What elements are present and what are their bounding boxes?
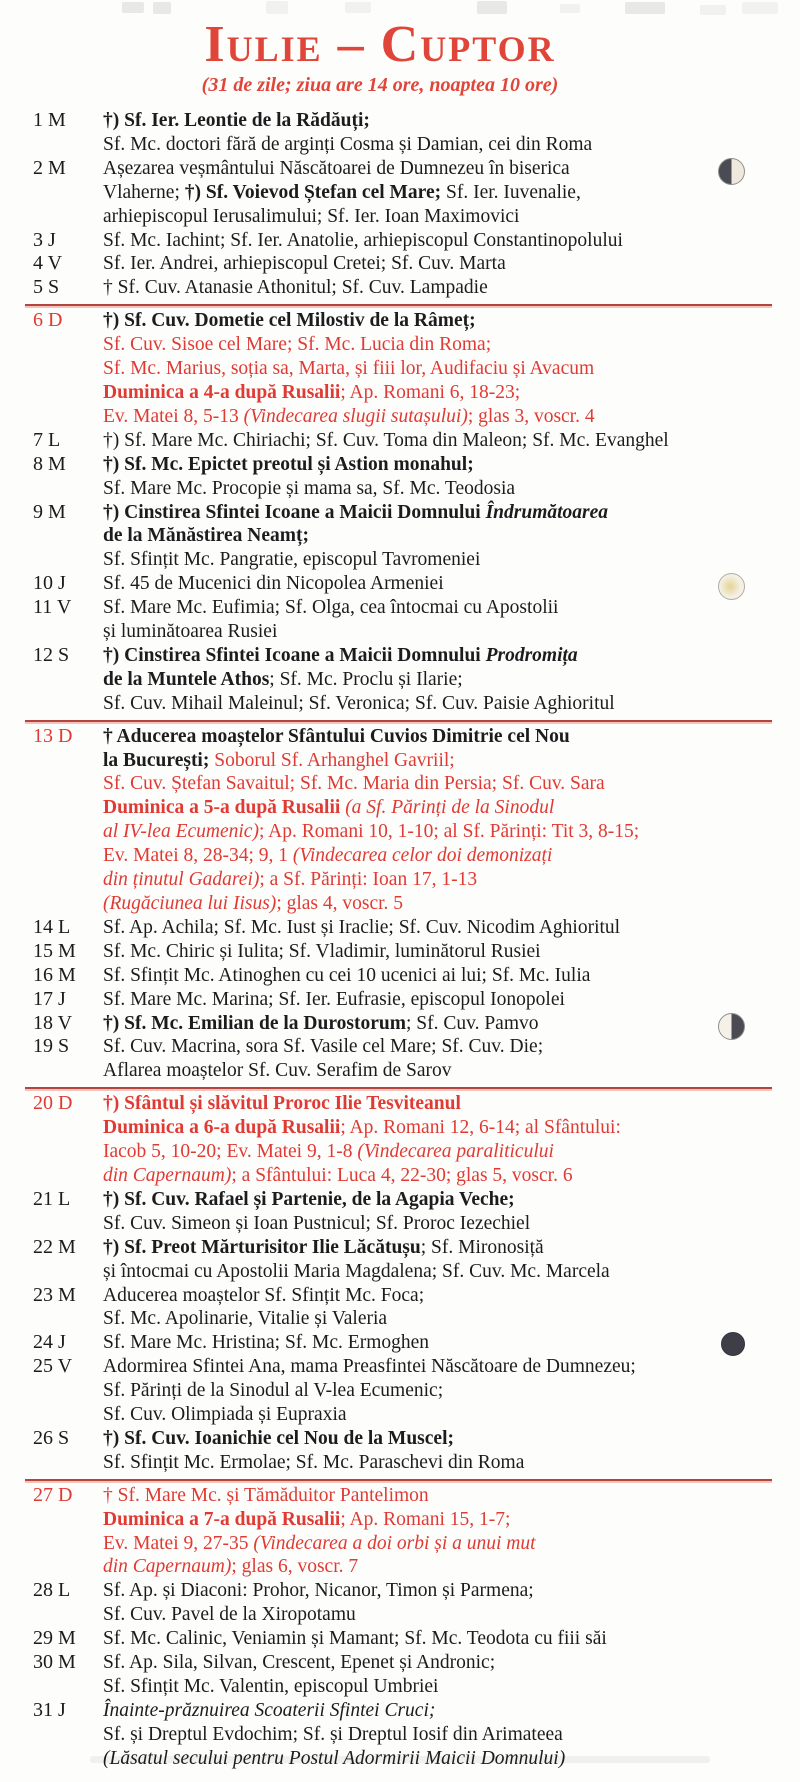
calendar-entry-day-18 bbox=[0, 1012, 800, 1036]
text-segment: †) Sf. Preot Mărturisitor Ilie Lăcătușu bbox=[103, 1236, 421, 1258]
text-segment: Adormirea Sfintei Ana, mama Preasfintei Născătoare de Dumnezeu; bbox=[103, 1356, 636, 1378]
entry-line bbox=[103, 572, 800, 596]
day-label: 28 L bbox=[33, 1579, 71, 1602]
sunday-separator bbox=[25, 720, 772, 722]
text-segment: Sf. Sfințit Mc. Atinoghen cu cei 10 ucenici ai lui; Sf. Mc. Iulia bbox=[103, 964, 591, 986]
calendar-entry-day-29 bbox=[0, 1627, 800, 1651]
entry-line bbox=[103, 1355, 800, 1379]
text-segment: (Vindecarea slugii sutașului) bbox=[243, 405, 468, 427]
entry-line bbox=[103, 309, 800, 333]
day-label: 25 V bbox=[33, 1355, 73, 1378]
text-segment: Sf. Mc. Iachint; Sf. Ier. Anatolie, arhiepiscopul Constantinopolului bbox=[103, 229, 623, 251]
entry-text bbox=[103, 1699, 800, 1771]
calendar-entry-day-28 bbox=[0, 1579, 800, 1627]
entry-line bbox=[103, 692, 800, 716]
text-segment: ; a Sfântului: Luca 4, 22-30; glas 5, voscr. 6 bbox=[231, 1164, 573, 1186]
entry-line bbox=[103, 453, 800, 477]
text-segment: Soborul Sf. Arhanghel Gavriil; bbox=[214, 749, 455, 771]
entry-text bbox=[103, 1035, 800, 1083]
entry-text bbox=[103, 109, 800, 157]
entry-line bbox=[103, 844, 800, 868]
text-segment: Înainte-prăznuirea Scoaterii Sfintei Cruci; bbox=[103, 1699, 436, 1721]
calendar-entry-day-30 bbox=[0, 1651, 800, 1699]
calendar-entry-day-9 bbox=[0, 501, 800, 573]
entry-text bbox=[103, 596, 800, 644]
entry-line bbox=[103, 1035, 800, 1059]
calendar-entry-day-20 bbox=[0, 1092, 800, 1188]
text-segment: †) Sfântul și slăvitul Proroc Ilie Tesviteanul bbox=[103, 1093, 461, 1115]
entry-line bbox=[103, 1627, 800, 1651]
text-segment: Sf. Ap. și Diaconi: Prohor, Nicanor, Timon și Parmena; bbox=[103, 1580, 534, 1602]
entry-line bbox=[103, 405, 800, 429]
calendar-entry-day-6 bbox=[0, 309, 800, 429]
entry-line bbox=[103, 1675, 800, 1699]
entry-line bbox=[103, 1092, 800, 1116]
text-segment: (Lăsatul secului pentru Postul Adormirii Maicii Domnului) bbox=[103, 1747, 566, 1769]
text-segment: ; Sf. Cuv. Pamvo bbox=[405, 1012, 539, 1034]
text-segment: Sf. Cuv. Mihail Maleinul; Sf. Veronica; Sf. Cuv. Paisie Aghioritul bbox=[103, 692, 615, 714]
sunday-separator bbox=[25, 1087, 772, 1089]
entry-line bbox=[103, 620, 800, 644]
text-segment: și luminătoarea Rusiei bbox=[103, 621, 278, 643]
first-quarter-moon-icon bbox=[718, 158, 745, 185]
text-segment: † Sf. Cuv. Atanasie Athonitul; Sf. Cuv. Lampadie bbox=[103, 277, 488, 299]
text-segment: Duminica a 5-a după Rusalii bbox=[103, 797, 346, 819]
calendar-entry-day-23 bbox=[0, 1284, 800, 1332]
text-segment: † Sf. Mare Mc. și Tămăduitor Pantelimon bbox=[103, 1484, 429, 1506]
text-segment: Prodromița bbox=[485, 644, 578, 666]
text-segment: †) Sf. Ier. Leontie de la Rădăuți; bbox=[103, 110, 370, 131]
day-label: 27 D bbox=[33, 1483, 73, 1506]
calendar-entry-day-4 bbox=[0, 252, 800, 276]
entry-line bbox=[103, 1723, 800, 1747]
day-label: 30 M bbox=[33, 1651, 76, 1674]
entry-line bbox=[103, 524, 800, 548]
calendar-entry-day-5 bbox=[0, 276, 800, 300]
entry-line bbox=[103, 501, 800, 525]
entry-line bbox=[103, 1579, 800, 1603]
entry-line bbox=[103, 1427, 800, 1451]
entry-line bbox=[103, 181, 800, 205]
entry-text bbox=[103, 1427, 800, 1475]
entry-line bbox=[103, 1379, 800, 1403]
entry-text bbox=[103, 309, 800, 429]
entry-line bbox=[103, 1212, 800, 1236]
text-segment: Sf. Mare Mc. Procopie și mama sa, Sf. Mc. Teodosia bbox=[103, 477, 516, 499]
entry-text bbox=[103, 1236, 800, 1284]
entry-line bbox=[103, 1451, 800, 1475]
text-segment: Sf. și Dreptul Evdochim; Sf. și Dreptul Iosif din Arimateea bbox=[103, 1723, 563, 1745]
entry-line bbox=[103, 988, 800, 1012]
day-label: 17 J bbox=[33, 987, 66, 1010]
text-segment: la București; bbox=[103, 749, 215, 771]
entry-text bbox=[103, 916, 800, 940]
calendar-entry-day-1 bbox=[0, 109, 800, 157]
text-segment: Sf. Mare Mc. Hristina; Sf. Mc. Ermoghen bbox=[103, 1332, 430, 1354]
day-label: 1 M bbox=[33, 109, 66, 131]
text-segment: Sf. Sfințit Mc. Pangratie, episcopul Tavromeniei bbox=[103, 549, 481, 571]
text-segment: Sf. Cuv. Olimpiada și Eupraxia bbox=[103, 1404, 347, 1426]
entry-line bbox=[103, 1603, 800, 1627]
entry-text bbox=[103, 725, 800, 916]
entry-line bbox=[103, 1307, 800, 1331]
text-segment: †) Sf. Mare Mc. Chiriachi; Sf. Cuv. Toma din Maleon; Sf. Mc. Evanghel bbox=[103, 429, 669, 451]
calendar-entry-day-21 bbox=[0, 1188, 800, 1236]
day-label: 20 D bbox=[33, 1092, 73, 1115]
day-label: 14 L bbox=[33, 915, 71, 938]
text-segment: de la Muntele Athos bbox=[103, 668, 270, 690]
text-segment: Aducerea moaștelor Sf. Sfințit Mc. Foca; bbox=[103, 1284, 425, 1306]
day-label: 26 S bbox=[33, 1426, 70, 1449]
text-segment: Sf. Cuv. Macrina, sora Sf. Vasile cel Mare; Sf. Cuv. Die; bbox=[103, 1036, 544, 1058]
text-segment: Sf. Mare Mc. Eufimia; Sf. Olga, cea întocmai cu Apostolii bbox=[103, 597, 559, 619]
day-label: 5 S bbox=[33, 276, 60, 299]
sunday-separator bbox=[25, 304, 772, 306]
text-segment: ; Sf. Mironosiță bbox=[420, 1236, 544, 1258]
calendar-entry-day-16 bbox=[0, 964, 800, 988]
day-label: 8 M bbox=[33, 452, 66, 475]
text-segment: (a Sf. Părinți de la Sinodul bbox=[345, 797, 555, 819]
entry-line bbox=[103, 157, 800, 181]
entry-text bbox=[103, 988, 800, 1012]
entry-text bbox=[103, 453, 800, 501]
day-label: 9 M bbox=[33, 500, 66, 523]
text-segment: Sf. Mc. Chiric și Iulita; Sf. Vladimir, luminătorul Rusiei bbox=[103, 940, 541, 962]
entry-line bbox=[103, 333, 800, 357]
entry-line bbox=[103, 429, 800, 453]
entry-line bbox=[103, 668, 800, 692]
day-label: 23 M bbox=[33, 1283, 76, 1306]
entry-text bbox=[103, 1092, 800, 1188]
text-segment: Sf. Cuv. Pavel de la Xiropotamu bbox=[103, 1604, 356, 1626]
text-segment: ; Ap. Romani 6, 18-23; bbox=[340, 381, 521, 403]
entry-text bbox=[103, 429, 800, 453]
calendar-entries bbox=[0, 109, 800, 1771]
entry-line bbox=[103, 381, 800, 405]
day-label: 19 S bbox=[33, 1035, 70, 1058]
entry-text bbox=[103, 1579, 800, 1627]
entry-line bbox=[103, 1260, 800, 1284]
text-segment: Vlaherne; bbox=[103, 181, 185, 203]
entry-line bbox=[103, 796, 800, 820]
entry-text bbox=[103, 1627, 800, 1651]
entry-text bbox=[103, 572, 800, 596]
calendar-entry-day-26 bbox=[0, 1427, 800, 1475]
text-segment: din ținutul Gadarei) bbox=[103, 869, 260, 891]
text-segment: Duminica a 4-a după Rusalii bbox=[103, 381, 341, 403]
entry-line bbox=[103, 1484, 800, 1508]
entry-line bbox=[103, 940, 800, 964]
text-segment: Sf. Cuv. Simeon și Ioan Pustnicul; Sf. Proroc Iezechiel bbox=[103, 1212, 531, 1234]
entry-line bbox=[103, 1012, 800, 1036]
text-segment: ; glas 6, voscr. 7 bbox=[231, 1556, 359, 1578]
entry-text bbox=[103, 1331, 800, 1355]
day-label: 18 V bbox=[33, 1011, 73, 1034]
text-segment: (Rugăciunea lui Iisus) bbox=[103, 893, 277, 914]
entry-text bbox=[103, 276, 800, 300]
text-segment: †) Sf. Mc. Epictet preotul și Astion monahul; bbox=[103, 453, 474, 475]
text-segment: Ev. Matei 9, 27-35 bbox=[103, 1532, 254, 1554]
page-header bbox=[0, 0, 780, 97]
text-segment: Sf. Mc. doctori fără de arginți Cosma și Damian, cei din Roma bbox=[103, 133, 593, 155]
calendar-entry-day-12 bbox=[0, 644, 800, 716]
day-label: 13 D bbox=[33, 724, 73, 747]
entry-text bbox=[103, 229, 800, 253]
entry-line bbox=[103, 229, 800, 253]
text-segment: Așezarea veșmântului Născătoarei de Dumnezeu în biserica bbox=[103, 157, 570, 179]
text-segment: ; glas 3, voscr. 4 bbox=[467, 405, 595, 427]
entry-line bbox=[103, 1699, 800, 1723]
entry-line bbox=[103, 1284, 800, 1308]
entry-line bbox=[103, 252, 800, 276]
entry-line bbox=[103, 1188, 800, 1212]
text-segment: Ev. Matei 8, 5-13 bbox=[103, 405, 244, 427]
entry-text bbox=[103, 644, 800, 716]
text-segment: Sf. Cuv. Ștefan Savaitul; Sf. Mc. Maria din Persia; Sf. Cuv. Sara bbox=[103, 773, 605, 795]
text-segment: Sf. Mc. Apolinarie, Vitalie și Valeria bbox=[103, 1308, 388, 1330]
day-label: 21 L bbox=[33, 1187, 71, 1210]
text-segment: †) Sf. Mc. Emilian de la Durostorum bbox=[103, 1012, 406, 1034]
entry-line bbox=[103, 964, 800, 988]
entry-line bbox=[103, 1532, 800, 1556]
calendar-entry-day-10 bbox=[0, 572, 800, 596]
text-segment: Sf. Ier. Andrei, arhiepiscopul Cretei; Sf. Cuv. Marta bbox=[103, 253, 506, 275]
entry-line bbox=[103, 1236, 800, 1260]
text-segment: †) Sf. Cuv. Ioanichie cel Nou de la Muscel; bbox=[103, 1427, 454, 1449]
text-segment: arhiepiscopul Ierusalimului; Sf. Ier. Ioan Maximovici bbox=[103, 205, 520, 227]
text-segment: Sf. 45 de Mucenici din Nicopolea Armeniei bbox=[103, 573, 444, 595]
day-label: 4 V bbox=[33, 252, 63, 275]
page-title: Iulie – Cuptor bbox=[204, 16, 556, 73]
day-label: 29 M bbox=[33, 1627, 76, 1650]
text-segment: Sf. Mc. Calinic, Veniamin și Mamant; Sf. Mc. Teodota cu fiii săi bbox=[103, 1628, 607, 1650]
entry-line bbox=[103, 357, 800, 381]
day-label: 15 M bbox=[33, 939, 76, 962]
day-label: 22 M bbox=[33, 1235, 76, 1258]
calendar-entry-day-17 bbox=[0, 988, 800, 1012]
calendar-entry-day-11 bbox=[0, 596, 800, 644]
text-segment: (Vindecarea paraliticului bbox=[357, 1141, 554, 1163]
text-segment: ; Ap. Romani 15, 1-7; bbox=[340, 1508, 511, 1530]
text-segment: Sf. Părinți de la Sinodul al V-lea Ecumenic; bbox=[103, 1380, 444, 1402]
day-label: 12 S bbox=[33, 643, 70, 666]
page-subtitle: (31 de zile; ziua are 14 ore, noaptea 10 ore) bbox=[201, 74, 559, 96]
text-segment: †) Sf. Cuv. Dometie cel Milostiv de la Râmeț; bbox=[103, 310, 476, 332]
entry-line bbox=[103, 1331, 800, 1355]
entry-line bbox=[103, 868, 800, 892]
text-segment: Sf. Ier. Iuvenalie, bbox=[441, 181, 581, 203]
text-segment: Aflarea moaștelor Sf. Cuv. Serafim de Sarov bbox=[103, 1060, 452, 1082]
day-label: 11 V bbox=[33, 596, 72, 619]
entry-text bbox=[103, 1012, 800, 1036]
calendar-entry-day-31 bbox=[0, 1699, 800, 1771]
entry-text bbox=[103, 157, 800, 229]
entry-text bbox=[103, 1651, 800, 1699]
text-segment: Sf. Mare Mc. Marina; Sf. Ier. Eufrasie, episcopul Ionopolei bbox=[103, 988, 565, 1010]
calendar-entry-day-7 bbox=[0, 429, 800, 453]
calendar-entry-day-27 bbox=[0, 1484, 800, 1580]
text-segment: ; Sf. Mc. Proclu și Ilarie; bbox=[269, 668, 463, 690]
entry-line bbox=[103, 749, 800, 773]
text-segment: ; Ap. Romani 12, 6-14; al Sfântului: bbox=[340, 1117, 621, 1139]
calendar-entry-day-25 bbox=[0, 1355, 800, 1427]
entry-text bbox=[103, 1355, 800, 1427]
entry-text bbox=[103, 1484, 800, 1580]
calendar-entry-day-14 bbox=[0, 916, 800, 940]
text-segment: Sf. Sfințit Mc. Valentin, episcopul Umbriei bbox=[103, 1676, 439, 1697]
text-segment: †) Sf. Cuv. Rafael și Partenie, de la Agapia Veche; bbox=[103, 1188, 515, 1210]
entry-line bbox=[103, 205, 800, 229]
calendar-entry-day-24 bbox=[0, 1331, 800, 1355]
entry-line bbox=[103, 1555, 800, 1579]
text-segment: Sf. Sfințit Mc. Ermolae; Sf. Mc. Paraschevi din Roma bbox=[103, 1451, 525, 1473]
entry-line bbox=[103, 892, 800, 916]
entry-line bbox=[103, 1116, 800, 1140]
text-segment: din Capernaum) bbox=[103, 1556, 232, 1578]
text-segment: Îndrumătoarea bbox=[485, 501, 609, 523]
entry-line bbox=[103, 477, 800, 501]
calendar-entry-day-3 bbox=[0, 229, 800, 253]
entry-line bbox=[103, 1403, 800, 1427]
day-label: 31 J bbox=[33, 1698, 66, 1721]
calendar-entry-day-19 bbox=[0, 1035, 800, 1083]
calendar-entry-day-13 bbox=[0, 725, 800, 916]
text-segment: (Vindecarea celor doi demonizați bbox=[292, 845, 553, 867]
entry-text bbox=[103, 940, 800, 964]
entry-line bbox=[103, 1140, 800, 1164]
entry-text bbox=[103, 1188, 800, 1236]
day-label: 6 D bbox=[33, 309, 63, 332]
calendar-entry-day-2 bbox=[0, 157, 800, 229]
entry-line bbox=[103, 596, 800, 620]
entry-text bbox=[103, 252, 800, 276]
text-segment: Sf. Ap. Sila, Silvan, Crescent, Epenet și Andronic; bbox=[103, 1652, 496, 1674]
entry-line bbox=[103, 1508, 800, 1532]
entry-line bbox=[103, 1651, 800, 1675]
text-segment: †) Cinstirea Sfintei Icoane a Maicii Domnului bbox=[103, 501, 486, 523]
entry-line bbox=[103, 548, 800, 572]
calendar-entry-day-15 bbox=[0, 940, 800, 964]
day-label: 3 J bbox=[33, 228, 56, 251]
entry-text bbox=[103, 964, 800, 988]
text-segment: și întocmai cu Apostolii Maria Magdalena; Sf. Cuv. Mc. Marcela bbox=[103, 1260, 610, 1282]
entry-line bbox=[103, 820, 800, 844]
entry-line bbox=[103, 133, 800, 157]
text-segment: Sf. Cuv. Sisoe cel Mare; Sf. Mc. Lucia din Roma; bbox=[103, 334, 492, 356]
text-segment: ; a Sf. Părinți: Ioan 17, 1-13 bbox=[259, 869, 478, 891]
entry-line bbox=[103, 916, 800, 940]
text-segment: (Vindecarea a doi orbi și a unui mut bbox=[253, 1532, 536, 1554]
entry-line bbox=[103, 772, 800, 796]
text-segment: Sf. Mc. Marius, soția sa, Marta, și fiii lor, Audifaciu și Avacum bbox=[103, 358, 595, 380]
text-segment: de la Mănăstirea Neamț; bbox=[103, 525, 309, 547]
text-segment: †) Sf. Voievod Ștefan cel Mare; bbox=[184, 181, 442, 203]
text-segment: Duminica a 6-a după Rusalii bbox=[103, 1117, 341, 1139]
day-label: 10 J bbox=[33, 572, 66, 595]
text-segment: Iacob 5, 10-20; Ev. Matei 9, 1-8 bbox=[103, 1141, 358, 1163]
day-label: 16 M bbox=[33, 963, 76, 986]
entry-line bbox=[103, 1059, 800, 1083]
day-label: 7 L bbox=[33, 428, 61, 451]
entry-line bbox=[103, 276, 800, 300]
entry-text bbox=[103, 1284, 800, 1332]
calendar-entry-day-22 bbox=[0, 1236, 800, 1284]
text-segment: †) Cinstirea Sfintei Icoane a Maicii Domnului bbox=[103, 644, 486, 666]
text-segment: Ev. Matei 8, 28-34; 9, 1 bbox=[103, 845, 293, 867]
text-segment: ; Ap. Romani 10, 1-10; al Sf. Părinți: Tit 3, 8-15; bbox=[258, 821, 640, 843]
text-segment: Sf. Ap. Achila; Sf. Mc. Iust și Iraclie; Sf. Cuv. Nicodim Aghioritul bbox=[103, 916, 621, 938]
text-segment: al IV-lea Ecumenic) bbox=[103, 821, 259, 843]
day-label: 24 J bbox=[33, 1331, 66, 1354]
text-segment: din Capernaum) bbox=[103, 1164, 232, 1186]
sunday-separator bbox=[25, 1479, 772, 1481]
day-label: 2 M bbox=[33, 156, 66, 179]
entry-line bbox=[103, 1747, 800, 1771]
entry-line bbox=[103, 1164, 800, 1188]
text-segment: ; glas 4, voscr. 5 bbox=[276, 893, 404, 914]
entry-line bbox=[103, 109, 800, 133]
calendar-entry-day-8 bbox=[0, 453, 800, 501]
text-segment: † Aducerea moaștelor Sfântului Cuvios Dimitrie cel Nou bbox=[103, 725, 570, 747]
entry-line bbox=[103, 644, 800, 668]
text-segment: Duminica a 7-a după Rusalii bbox=[103, 1508, 341, 1530]
entry-line bbox=[103, 725, 800, 749]
entry-text bbox=[103, 501, 800, 573]
